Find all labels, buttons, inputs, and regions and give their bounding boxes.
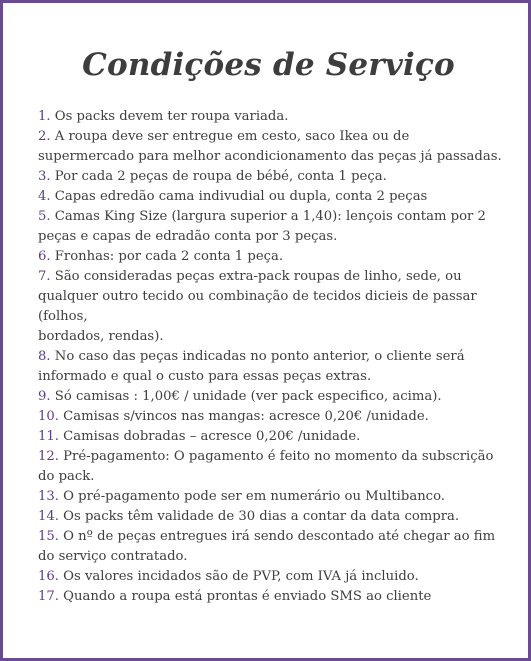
list-item <box>38 167 508 187</box>
item-text: Os packs têm validade de 30 dias a contar da data compra. <box>58 509 460 524</box>
item-number: 10. <box>38 409 59 424</box>
list-item <box>38 507 508 527</box>
item-text: Os valores incidados são de PVP, com IVA já incluido. <box>58 569 419 584</box>
item-number: 3. <box>38 169 51 184</box>
item-number: 8. <box>38 349 51 364</box>
conditions-list <box>38 107 508 607</box>
item-number: 4. <box>38 189 51 204</box>
list-item <box>38 187 508 207</box>
list-item <box>38 387 508 407</box>
item-text-continued: bordados, rendas). <box>38 329 164 344</box>
item-text-continued: (folhos, <box>38 309 88 324</box>
list-item <box>38 567 508 587</box>
item-text: Por cada 2 peças de roupa de bébé, conta 1 peça. <box>50 169 387 184</box>
list-item <box>38 107 508 127</box>
list-item <box>38 427 508 447</box>
list-item <box>38 207 508 247</box>
item-number: 15. <box>38 529 59 544</box>
list-item <box>38 487 508 507</box>
item-number: 5. <box>38 209 51 224</box>
item-text: Camas King Size (largura superior a 1,40): lençois contam por 2 peças e capas de edradão conta por 3 peças. <box>38 209 486 244</box>
item-number: 16. <box>38 569 59 584</box>
item-text: A roupa deve ser entregue em cesto, saco Ikea ou de supermercado para melhor acondicionamento das peças já passadas. <box>38 129 502 164</box>
list-item <box>38 267 508 347</box>
item-number: 11. <box>38 429 59 444</box>
page-title: Condições de Serviço <box>82 47 455 83</box>
item-number: 1. <box>38 109 51 124</box>
item-number: 2. <box>38 129 51 144</box>
item-text: São consideradas peças extra-pack roupas de linho, sede, ou qualquer outro tecido ou combinação de tecidos dicieis de passar <box>38 269 477 304</box>
list-item <box>38 447 508 487</box>
item-text: Os packs devem ter roupa variada. <box>50 109 289 124</box>
item-number: 12. <box>38 449 59 464</box>
item-number: 17. <box>38 589 59 604</box>
item-text: Pré-pagamento: O pagamento é feito no momento da subscrição do pack. <box>38 449 494 484</box>
list-item <box>38 407 508 427</box>
list-item <box>38 127 508 167</box>
item-number: 13. <box>38 489 59 504</box>
list-item <box>38 527 508 567</box>
item-text: O nº de peças entregues irá sendo descontado até chegar ao fim do serviço contratado. <box>38 529 496 564</box>
item-text: Fronhas: por cada 2 conta 1 peça. <box>50 249 284 264</box>
list-item <box>38 347 508 387</box>
item-number: 14. <box>38 509 59 524</box>
list-item <box>38 247 508 267</box>
item-text: Capas edredão cama indivudial ou dupla, conta 2 peças <box>50 189 428 204</box>
item-number: 9. <box>38 389 51 404</box>
item-text: Camisas s/vincos nas mangas: acresce 0,20€ /unidade. <box>58 409 429 424</box>
item-number: 7. <box>38 269 51 284</box>
item-text: No caso das peças indicadas no ponto anterior, o cliente será informado e qual o custo para essas peças extras. <box>38 349 465 384</box>
item-text: Camisas dobradas – acresce 0,20€ /unidade. <box>58 429 361 444</box>
item-number: 6. <box>38 249 51 264</box>
item-text: Quando a roupa está prontas é enviado SMS ao cliente <box>58 589 432 604</box>
item-text: O pré-pagamento pode ser em numerário ou Multibanco. <box>58 489 445 504</box>
list-item <box>38 587 508 607</box>
item-text: Só camisas : 1,00€ / unidade (ver pack especifico, acima). <box>50 389 442 404</box>
